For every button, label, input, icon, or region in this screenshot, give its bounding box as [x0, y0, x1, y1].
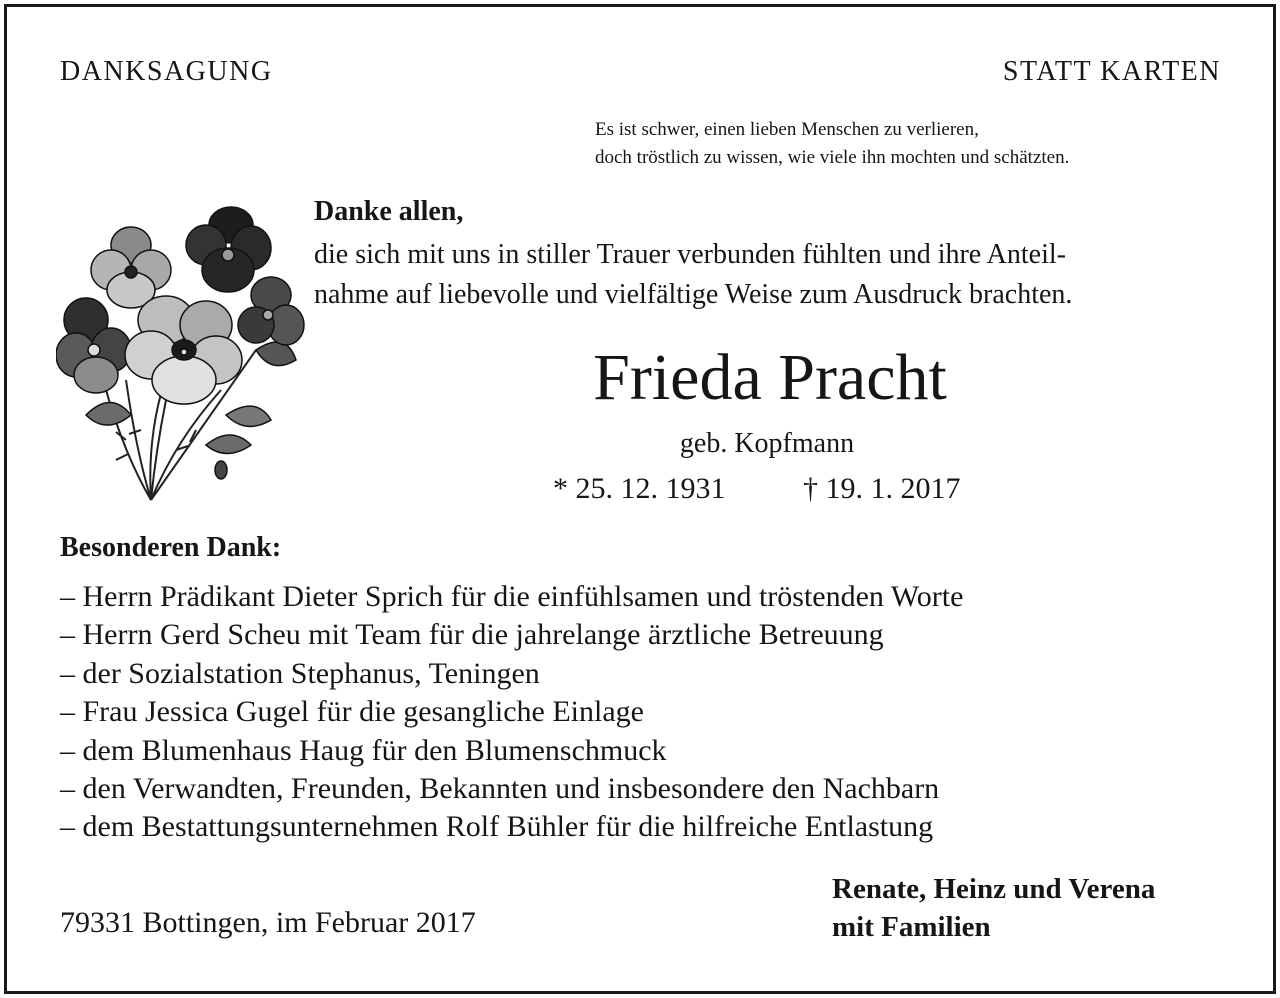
signature-line-2: mit Familien — [832, 911, 991, 943]
special-thanks-title: Besonderen Dank: — [60, 532, 282, 563]
list-item: – Frau Jessica Gugel für die gesangliche Einlage — [60, 695, 644, 729]
thanks-title: Danke allen, — [314, 196, 464, 227]
list-item: – dem Blumenhaus Haug für den Blumenschmuck — [60, 733, 667, 767]
header-statt-karten: STATT KARTEN — [1002, 56, 1221, 87]
signature — [832, 870, 1155, 946]
thanks-line-2: nahme auf liebevolle und vielfältige Weise zum Ausdruck brachten. — [314, 279, 1073, 310]
special-thanks-list — [60, 578, 963, 847]
quote-line-2: doch tröstlich zu wissen, wie viele ihn mochten und schätzten. — [595, 147, 1070, 168]
birth-name: geb. Kopfmann — [679, 428, 855, 459]
quote — [595, 116, 1069, 172]
quote-line-1: Es ist schwer, einen lieben Menschen zu verlieren, — [595, 119, 979, 140]
birth-date: * 25. 12. 1931 — [553, 472, 726, 505]
list-item: – den Verwandten, Freunden, Bekannten und insbesondere den Nachbarn — [60, 772, 940, 806]
list-item: – der Sozialstation Stephanus, Teningen — [60, 656, 540, 690]
list-item: – Herrn Prädikant Dieter Sprich für die einfühlsamen und tröstenden Worte — [60, 580, 964, 613]
signature-line-1: Renate, Heinz und Verena — [832, 873, 1156, 905]
deceased-name: Frieda Pracht — [593, 341, 947, 414]
list-item: – Herrn Gerd Scheu mit Team für die jahrelange ärztliche Betreuung — [60, 618, 884, 652]
thanks-line-1: die sich mit uns in stiller Trauer verbunden fühlten und ihre Anteil- — [314, 239, 1066, 270]
thanks-body — [314, 235, 1072, 315]
place-and-date: 79331 Bottingen, im Februar 2017 — [60, 906, 476, 939]
header-danksagung: DANKSAGUNG — [60, 56, 273, 87]
death-date: † 19. 1. 2017 — [803, 472, 961, 505]
list-item: – dem Bestattungsunternehmen Rolf Bühler für die hilfreiche Entlastung — [60, 810, 934, 844]
